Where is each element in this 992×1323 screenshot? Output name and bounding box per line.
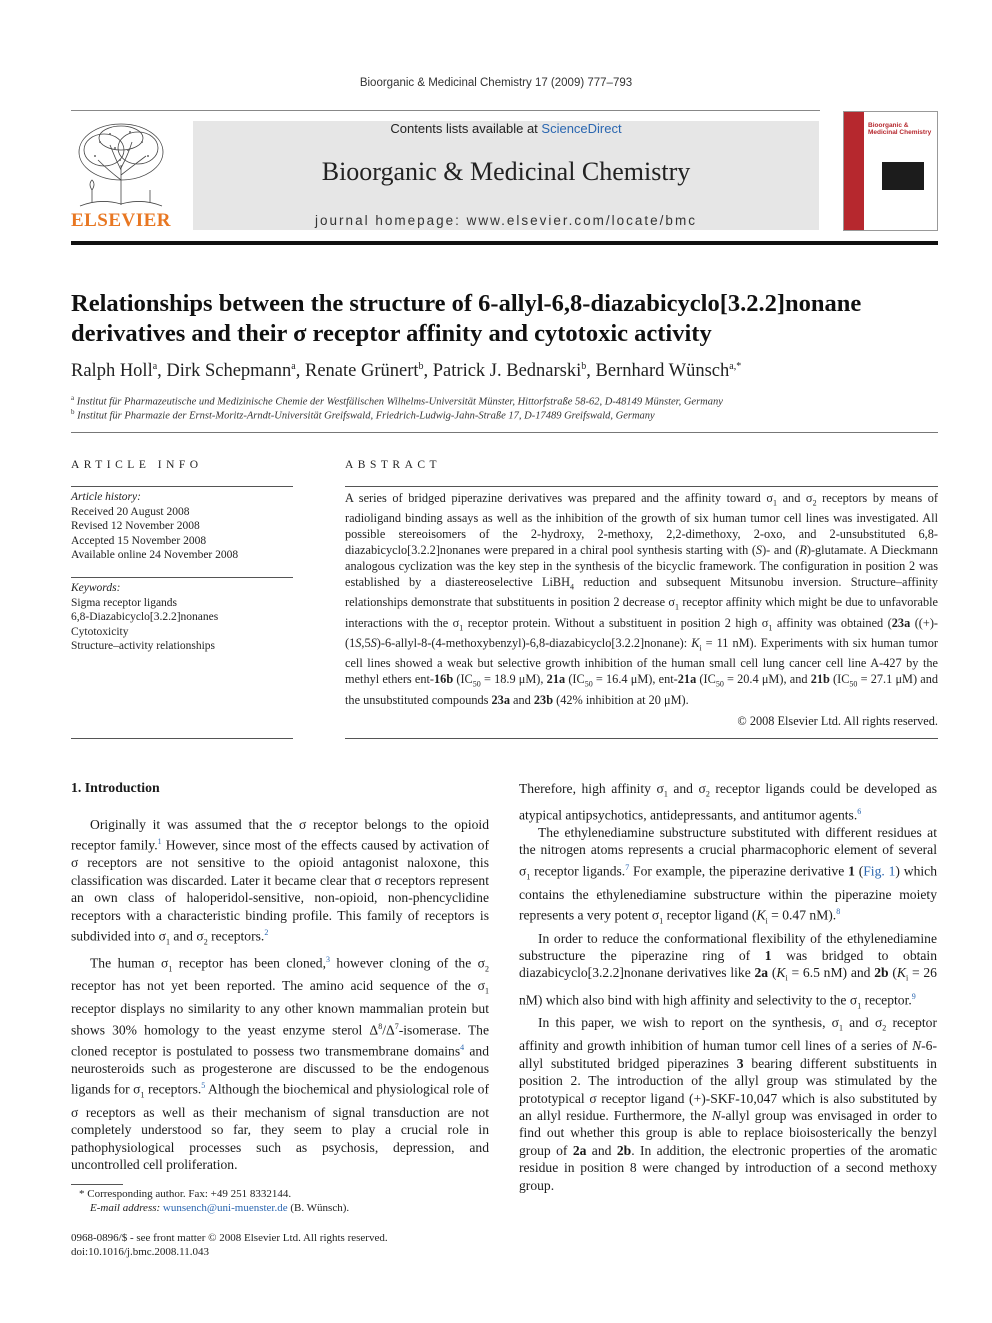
- body-paragraph: In this paper, we wish to report on the synthesis, $\sigma_1$ and $\sigma_2$ receptor affinity and growth inhibition of human tumor cell lines of a series of N-6-allyl substituted bridged piperazines 3 bearing different substituents in position 2. The introduction of the allyl group was stimulated by the prototypical σ receptor ligand (+)-SKF-10,047 which is also substituted by an allyl residue. Furthermore, the N-allyl group was envisaged in order to find out whether this group is able to replace bioisosterically the benzyl group of 2a and 2b. In addition, the electronic properties of the aromatic residue in position 8 were changed by introduction of a second methoxy group.: [519, 1015, 937, 1193]
- abstract-rule: [345, 486, 938, 487]
- section-divider: [71, 432, 938, 433]
- author-list: Ralph Holl$^a$, Dirk Schepmann$^a$, Renate Grünert$^b$, Patrick J. Bednarski$^b$, Bernhard Wünsch$^{a,*}$: [71, 361, 742, 382]
- article-title: Relationships between the structure of 6-allyl-6,8-diazabicyclo[3.2.2]nonane derivatives and their σ receptor affinity and cytotoxic activity: [71, 290, 862, 347]
- author-affil-mark: b: [418, 361, 424, 372]
- body-paragraph: Therefore, high affinity $\sigma_1$ and $\sigma_2$ receptor ligands could be developed as atypical antipsychotics, antidepressants, and antitumor agents.$^6$: [519, 781, 937, 823]
- contents-line: [193, 121, 819, 136]
- author-affil-mark: a: [291, 361, 296, 372]
- cover-red-strip: [844, 112, 864, 230]
- history-item: Revised 12 November 2008: [71, 520, 200, 532]
- body-paragraph: The human $\sigma_1$ receptor has been cloned,$^3$ however cloning of the $\sigma_2$ receptor has not yet been reported. The amino acid sequence of the $\sigma_1$ receptor displays no similarity to any other known mammalian protein but shows 30% homology to the yeast enzyme sterol $\Delta^8/\Delta^7$-isomerase. The cloned receptor is postulated to possess two transmembrane domains$^4$ and neurosteroids such as progesterone are discussed to be the endogenous ligands for $\sigma_1$ receptors.$^5$ Although the biochemical and physiological role of σ receptors as well as their mechanism of signal transduction are not completely understood so far, they seem to play a crucial role in pathophysiological processes such as psychosis, depression, and uncontrolled cell proliferation.: [71, 954, 489, 1172]
- elsevier-wordmark: ELSEVIER: [70, 210, 172, 231]
- author-affil-mark: a: [152, 361, 158, 372]
- footnote-email-line: [71, 1201, 489, 1215]
- journal-cover-thumbnail: [843, 111, 938, 231]
- body-column-left: [71, 816, 489, 1173]
- article-history: [71, 490, 293, 563]
- abstract-rule: [345, 738, 938, 739]
- article-info-heading: ARTICLE INFO: [71, 459, 203, 471]
- affiliation-b: [71, 408, 941, 422]
- keywords: [71, 581, 293, 654]
- author-name[interactable]: Dirk Schepmann: [166, 361, 292, 382]
- journal-title: Bioorganic & Medicinal Chemistry: [321, 157, 691, 186]
- header-thick-rule: [71, 241, 938, 245]
- email-link[interactable]: wunsench@uni-muenster.de: [162, 1202, 288, 1214]
- author-affil-mark: a,*: [729, 361, 742, 372]
- affil-mark: a: [71, 394, 75, 402]
- history-label: Article history:: [71, 491, 141, 503]
- info-rule: [71, 486, 293, 487]
- body-column-right: [519, 780, 937, 1194]
- affil-mark: b: [71, 408, 75, 416]
- keyword-item: Structure–activity relationships: [71, 640, 216, 652]
- history-item: Accepted 15 November 2008: [71, 534, 207, 547]
- cover-title: Bioorganic & Medicinal Chemistry: [868, 122, 932, 136]
- corresponding-author-footnote: [71, 1187, 489, 1215]
- cover-image: [882, 162, 924, 190]
- history-item: Received 20 August 2008: [71, 505, 190, 518]
- body-paragraph: The ethylenediamine substructure substituted with different residues at the nitrogen atoms represents a crucial pharmacophoric element of several $\sigma_1$ receptor ligands.$^7$ For example, the piperazine derivative 1 (Fig. 1) which contains the ethylenediamine substructure within the piperazine moiety represents a very potent $\sigma_1$ receptor ligand ($K_i = 0.47$ nM).$^8$: [519, 825, 937, 926]
- footnote-rule: [71, 1184, 123, 1185]
- body-paragraph: Originally it was assumed that the σ receptor belongs to the opioid receptor family.$^1$ However, since most of the effects caused by activation of σ receptors are not sensitive to the opioid antagonist naloxone, this classification was discarded. Later it became clear that σ receptors represent an own class of haloperidol-sensitive, non-opioid, non-phencyclidine receptors with a characteristic binding profile. This family of receptors is subdivided into $\sigma_1$ and $\sigma_2$ receptors.$^2$: [71, 817, 489, 947]
- sciencedirect-link[interactable]: ScienceDirect: [541, 121, 622, 136]
- keywords-label: Keywords:: [71, 582, 121, 594]
- front-matter: [71, 1231, 489, 1259]
- header-top-rule: [71, 110, 820, 111]
- author-name[interactable]: Ralph Holl: [71, 361, 153, 382]
- affiliation-text: Institut für Pharmazie der Ernst-Moritz-Arndt-Universität Greifswald, Friedrich-Ludwig-Jahn-Straße 17, D-17489 Greifswald, Germany: [77, 410, 655, 422]
- journal-homepage[interactable]: journal homepage: www.elsevier.com/locate/bmc: [315, 213, 697, 228]
- author-name[interactable]: Renate Grünert: [304, 361, 419, 382]
- abstract-heading: ABSTRACT: [345, 459, 442, 471]
- contents-prefix: Contents lists available at: [390, 121, 542, 136]
- email-suffix: (B. Wünsch).: [287, 1202, 350, 1214]
- author-affil-mark: b: [581, 361, 587, 372]
- keyword-item: Sigma receptor ligands: [71, 596, 178, 609]
- introduction-heading: 1. Introduction: [71, 780, 160, 795]
- keyword-item: Cytotoxicity: [71, 625, 129, 638]
- info-rule: [71, 577, 293, 578]
- history-item: Available online 24 November 2008: [71, 549, 239, 561]
- affiliation-a: [71, 394, 941, 408]
- abstract-copyright: © 2008 Elsevier Ltd. All rights reserved.: [737, 714, 938, 728]
- info-rule: [71, 738, 293, 739]
- journal-reference: Bioorganic & Medicinal Chemistry 17 (2009) 777–793: [359, 77, 633, 89]
- affiliation-text: Institut für Pharmazeutische und Medizinische Chemie der Westfälischen Wilhelms-Universität Münster, Hittorfstraße 58-62, D-48149 Münster, Germany: [76, 396, 723, 408]
- author-name[interactable]: Bernhard Wünsch: [595, 361, 730, 382]
- doi-line[interactable]: doi:10.1016/j.bmc.2008.11.043: [71, 1246, 210, 1258]
- body-paragraph: In order to reduce the conformational flexibility of the ethylenediamine substructure the piperazine ring of 1 was bridged to obtain diazabicyclo[3.2.2]nonane derivatives like 2a ($K_i = 6.5$ nM) and 2b ($K_i = 26$ nM) which also bind with high affinity and selectivity to the $\sigma_1$ receptor.$^9$: [519, 930, 937, 1010]
- issn-line: 0968-0896/$ - see front matter © 2008 Elsevier Ltd. All rights reserved.: [71, 1232, 388, 1244]
- footnote-corr: * Corresponding author. Fax: +49 251 8332144.: [79, 1188, 292, 1200]
- abstract-text: A series of bridged piperazine derivatives was prepared and the affinity toward $\sigma_1$ and $\sigma_2$ receptors by means of radioligand binding assays as well as the inhibition of the growth of six human tumor cell lines was investigated. All possible stereoisomers of the 2-hydroxy, 2-methoxy, 2,2-dimethoxy, 2-oxo, and 2-unsubstituted 6,8-diazabicyclo[3.2.2]nonanes were prepared in a chiral pool synthesis starting with (S)- and (R)-glutamate. A Dieckmann analogous cyclization was the key step in the synthesis of the bicyclic framework. The configuration in position 2 was established by a diastereoselective LiBH$_4$ reduction and subsequent Mitsunobu inversion. Structure–affinity relationships demonstrate that substituents in position 2 decrease $\sigma_1$ receptor affinity which might be due to unfavorable interactions with the $\sigma_1$ receptor protein. Without a substituent in position 2 high $\sigma_1$ affinity was obtained (23a ((+)-(1S,5S)-6-allyl-8-(4-methoxybenzyl)-6,8-diazabicyclo[3.2.2]nonane): $K_i = 11$ nM). Experiments with six human tumor cell lines showed a weak but selective growth inhibition of the human small cell lung cancer cell line A-427 by the methyl ethers ent-16b ($IC_{50} = 18.9$ μM), 21a ($IC_{50} = 16.4$ μM), ent-21a ($IC_{50} = 20.4$ μM), and 21b ($IC_{50} = 27.1$ μM) and the unsubstituted compounds 23a and 23b (42% inhibition at 20 μM).: [345, 491, 939, 707]
- email-label: E-mail address:: [90, 1202, 163, 1214]
- author-name[interactable]: Patrick J. Bednarski: [432, 361, 582, 382]
- keyword-item: 6,8-Diazabicyclo[3.2.2]nonanes: [71, 611, 219, 623]
